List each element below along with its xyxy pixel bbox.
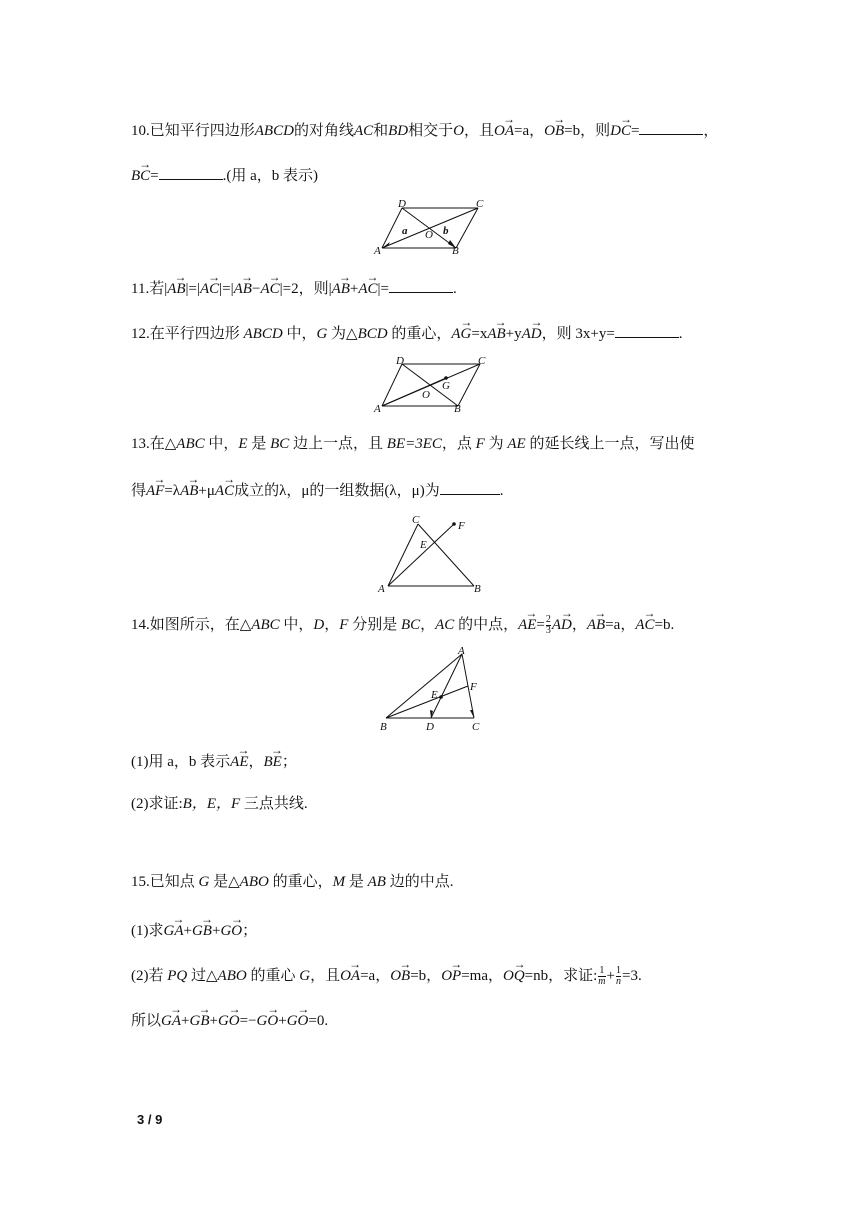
fraction-one-over-m: $\frac{1}{m}$ bbox=[598, 965, 606, 988]
fig1-label-o: O bbox=[425, 229, 433, 241]
q14-sub1: (1)用 a，b 表示→ AE，→ BE； bbox=[131, 749, 297, 772]
fig2-label-b: B bbox=[454, 403, 461, 415]
fig3-label-e: E bbox=[420, 539, 427, 551]
fraction-one-over-n: $\frac{1}{n}$ bbox=[616, 965, 621, 988]
fig4-label-b: B bbox=[380, 721, 387, 733]
fig2-label-d: D bbox=[396, 355, 404, 367]
q15-sub2: (2)若 PQ 过△ABO 的重心 G，且→ OA=a，→ OB=b，→ OP=ma，→ OQ=nb，求证: $\frac{1}{m}$ + $\frac{1}{n}$ =3. bbox=[131, 963, 642, 987]
fig1-label-b-vec: b bbox=[443, 225, 449, 237]
fig1-label-b: B bbox=[452, 245, 459, 257]
fig4-label-c: C bbox=[472, 721, 480, 733]
q14-sub2: (2)求证:B，E，F 三点共线. bbox=[131, 796, 308, 812]
figure-triangle-1 bbox=[372, 512, 492, 598]
figure-parallelogram-1 bbox=[370, 198, 490, 258]
answer-blank bbox=[639, 120, 703, 135]
answer-blank bbox=[440, 480, 500, 495]
fig2-label-c: C bbox=[478, 355, 486, 367]
fig3-label-c: C bbox=[412, 514, 420, 526]
fig1-label-a-vec: a bbox=[402, 225, 408, 237]
figure-parallelogram-2 bbox=[370, 354, 495, 418]
q13-line2: 得→ AF=λ→ AB+μ→ AC成立的λ，μ的一组数据(λ，μ)为 . bbox=[131, 478, 503, 501]
fig2-label-o: O bbox=[422, 389, 430, 401]
answer-blank bbox=[615, 323, 679, 338]
q15-sub1: (1)求→ GA+→ GB+→ GO； bbox=[131, 918, 257, 941]
figure-triangle-2 bbox=[374, 646, 494, 736]
fig4-label-d: D bbox=[426, 721, 434, 733]
answer-blank bbox=[159, 165, 223, 180]
answer-blank bbox=[389, 278, 453, 293]
fig1-label-a: A bbox=[374, 245, 381, 257]
fraction-two-thirds: $\frac{2}{3}$ bbox=[545, 614, 551, 637]
q11-line: 11.若|→ AB|=|→ AC|=|→ AB−→ AC|=2，则|→ AB+→ AC|= . bbox=[131, 276, 457, 299]
q10-line1: 10.已知平行四边形ABCD的对角线AC和BD相交于O，且→ OA=a，→ OB=b，则→ DC= ， bbox=[131, 118, 718, 141]
fig1-label-d: D bbox=[398, 198, 406, 210]
fig4-label-e: E bbox=[431, 689, 438, 701]
q14-line: 14.如图所示，在△ABC 中，D，F 分别是 BC，AC 的中点，→ AE= $\frac{2}{3}$ → AD，→ AB=a，→ AC=b. bbox=[131, 612, 674, 636]
fig1-label-c: C bbox=[476, 198, 484, 210]
fig3-label-f: F bbox=[458, 520, 465, 532]
fig3-label-b: B bbox=[474, 583, 481, 595]
page-number: 3 / 9 bbox=[137, 1112, 163, 1127]
q15-sub3: 所以→ GA+→ GB+→ GO=−→ GO+→ GO=0. bbox=[131, 1008, 328, 1031]
fig3-label-a: A bbox=[378, 583, 385, 595]
fig2-label-g: G bbox=[442, 380, 450, 392]
q15-line: 15.已知点 G 是△ABO 的重心，M 是 AB 边的中点. bbox=[131, 874, 454, 890]
fig4-label-f: F bbox=[470, 681, 477, 693]
fig2-label-a: A bbox=[374, 403, 381, 415]
fig4-label-a: A bbox=[458, 646, 465, 657]
q13-line1: 13.在△ABC 中，E 是 BC 边上一点，且 BE=3EC，点 F 为 AE 的延长线上一点，写出使 bbox=[131, 436, 695, 452]
q12-line: 12.在平行四边形 ABCD 中，G 为△BCD 的重心，→ AG=x→ AB+y→ AD，则 3x+y= . bbox=[131, 321, 683, 344]
q10-line2: → BC= .(用 a，b 表示) bbox=[131, 163, 318, 186]
